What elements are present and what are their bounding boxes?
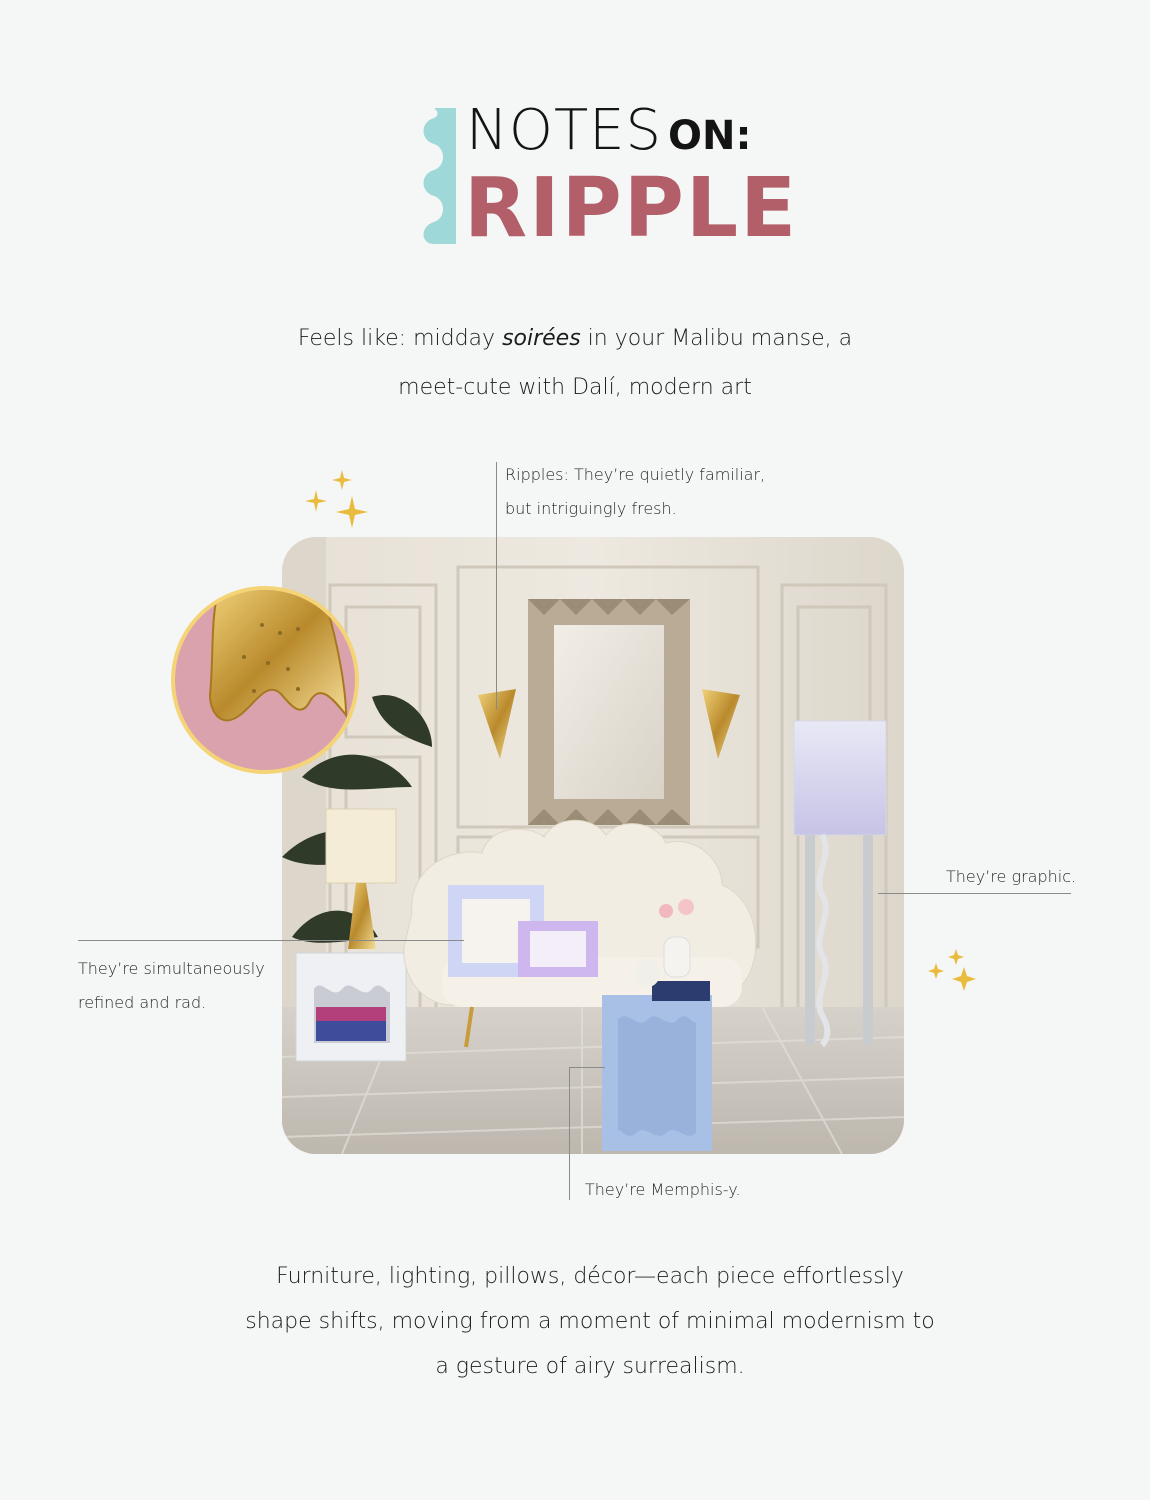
intro-line-1-prefix: Feels like: midday [297,326,503,351]
callout-ripples-line-1: Ripples: They’re quietly familiar, [505,465,766,484]
callout-ripples-leader [496,462,497,710]
intro-line-1-suffix: in your Malibu manse, a [580,326,853,351]
callout-ripples-line-2: but intriguingly fresh. [505,499,677,518]
sparkles-icon [300,466,380,546]
callout-refined-line-2: refined and rad. [78,993,207,1012]
callout-memphis-leader [569,1067,570,1200]
callout-graphic: They’re graphic. [946,867,1077,886]
callout-refined [78,952,265,1020]
room-scene-image [282,537,904,1154]
title-on: ON: [668,113,752,159]
intro-line-2: meet-cute with Dalí, modern art [398,375,752,400]
title-ripple: RIPPLE [464,161,799,256]
callout-memphis-leader-tick [569,1067,605,1068]
intro-line-1 [0,326,1150,351]
callout-refined-leader [78,940,464,941]
title-block [420,98,799,256]
closing-line-3: a gesture of airy surrealism. [435,1354,745,1379]
sparkles-icon [924,945,1004,1025]
callout-refined-line-1: They’re simultaneously [78,959,265,978]
title-notes: NOTES [466,98,663,163]
intro-line-1-italic: soirées [502,326,581,351]
callout-memphis: They’re Memphis-y. [585,1180,741,1199]
ripple-accent-bar [420,108,456,244]
closing-line-2: shape shifts, moving from a moment of minimal modernism to [245,1309,935,1334]
closing-line-1: Furniture, lighting, pillows, décor—each piece effortlessly [276,1264,904,1289]
detail-inset-circle [170,585,360,775]
callout-ripples [505,458,765,526]
